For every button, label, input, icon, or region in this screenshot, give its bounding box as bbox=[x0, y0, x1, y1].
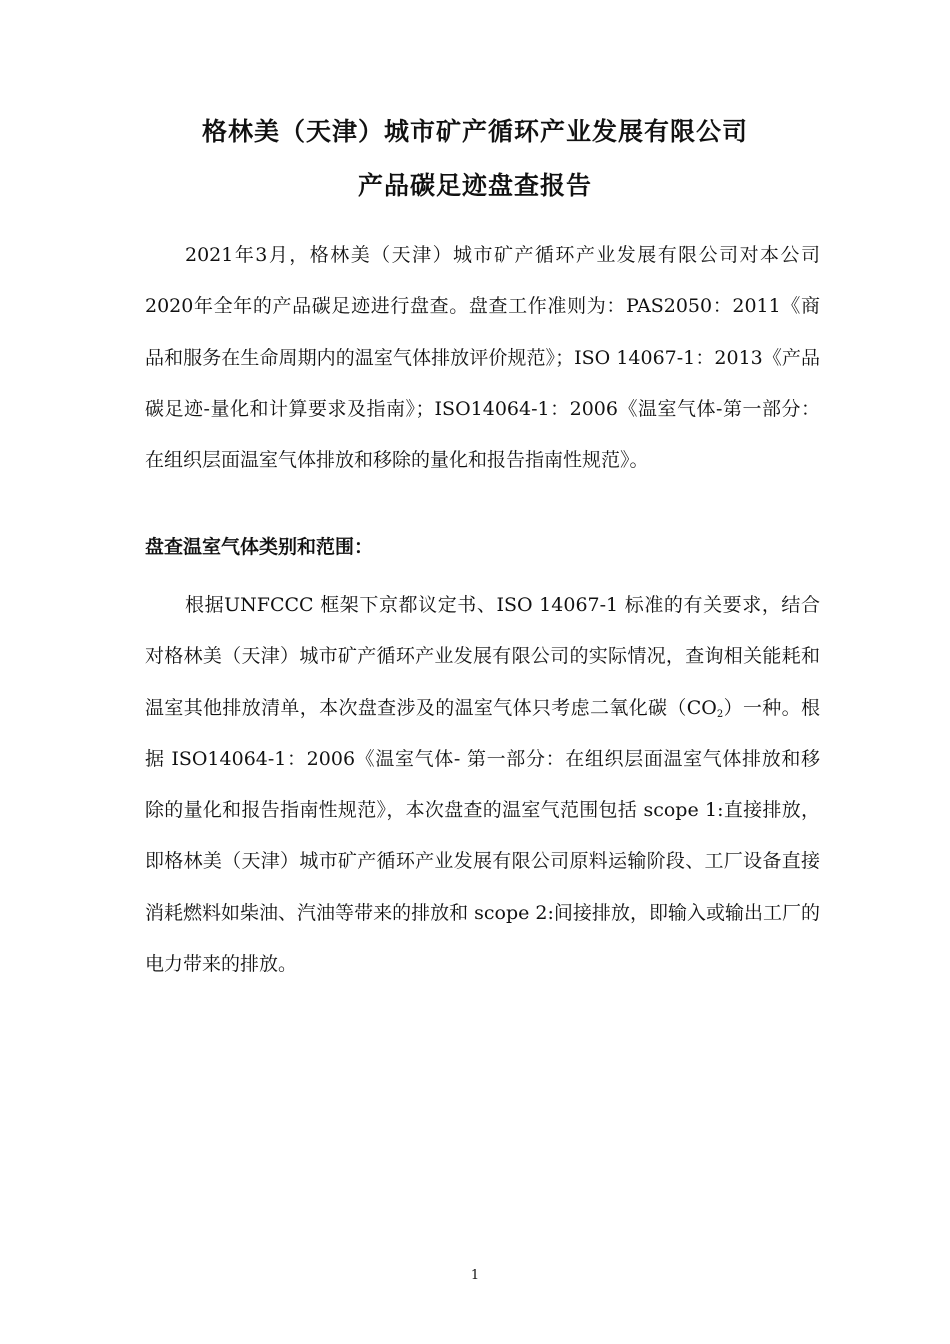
report-title-company: 格林美（天津）城市矿产循环产业发展有限公司 bbox=[201, 117, 748, 146]
intro-paragraph: 2021年3月，格林美（天津）城市矿产循环产业发展有限公司对本公司2020年全年的产品碳足迹进行盘查。盘查工作准则为：PAS2050：2011《商品和服务在生命周期内的温室气体排放评价规范》；ISO 14067-1：2013《产品碳足迹-量化和计算要求及指南》；ISO14064-1：2006《温室气体-第一部分：在组织层面温室气体排放和移除的量化和报告指南性规范》。 bbox=[145, 244, 820, 472]
page-number: 1 bbox=[470, 1268, 480, 1283]
report-title-subject: 产品碳足迹盘查报告 bbox=[357, 171, 592, 200]
section-heading-scope: 盘查温室气体类别和范围： bbox=[145, 536, 374, 558]
scope-paragraph-text-end: ）一种。根据 ISO14064-1：2006《温室气体- 第一部分：在组织层面温室气体排放和移除的量化和报告指南性规范》，本次盘查的温室气范围包括 scope 1:直接排放，即格林美（天津）城市矿产循环产业发展有限公司原料运输阶段、工厂设备直接消耗燃料如柴油、汽油等带来的排放和 scope 2:间接排放，即输入或输出工厂的电力带来的排放。 bbox=[145, 696, 820, 976]
co2-subscript: 2 bbox=[716, 708, 724, 720]
scope-paragraph bbox=[145, 580, 820, 990]
scope-paragraph-text-start: 根据UNFCCC 框架下京都议定书、ISO 14067-1 标准的有关要求，结合对格林美（天津）城市矿产循环产业发展有限公司的实际情况，查询相关能耗和温室其他排放清单，本次盘查涉及的温室气体只考虑二氧化碳（CO bbox=[145, 594, 820, 719]
